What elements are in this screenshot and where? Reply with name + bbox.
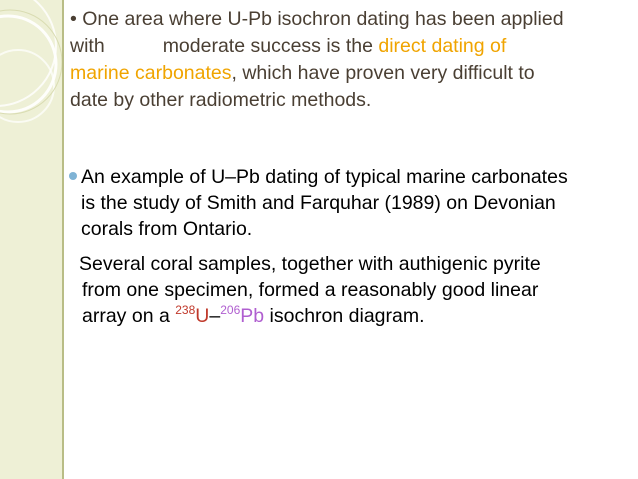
text-line-1: • One area where U-Pb isochron dating has been applied [70,8,564,30]
text-line-2: from one specimen, formed a reasonably good linear [82,279,539,301]
text-line-1: Several coral samples, together with authigenic pyrite [79,253,541,275]
text-line [70,87,630,114]
paragraph-example [81,164,631,242]
text-line [70,60,630,87]
text-line-3b: , which have proven very difficult to [231,62,535,84]
element-symbol-pb: Pb [240,305,265,327]
text-line-3: corals from Ontario. [81,218,253,240]
text-line-2b: moderate success is the [162,35,373,57]
text-fragment: isochron diagram. [264,305,425,327]
element-symbol-u: U [195,305,210,327]
text-line-1: An example of U–Pb dating of typical marine carbonates [81,166,568,188]
isotope-mass-pb: 206 [220,303,241,317]
decorative-circles-icon [0,0,70,479]
paragraph-u-pb-isochron [70,6,630,114]
dash: – [209,305,221,327]
text-line [70,33,630,60]
text-line-3 [79,303,629,329]
text-line-2a: with [70,35,105,57]
text-line-2: is the study of Smith and Farquhar (1989) on Devonian [81,192,556,214]
highlight-text: marine carbonates [70,62,232,84]
text-fragment: array on a [82,305,170,327]
text-line [70,6,630,33]
divider [62,0,64,479]
text-line-4: date by other radiometric methods. [70,89,372,111]
bullet-icon [68,171,78,181]
isotope-mass-u: 238 [175,303,196,317]
paragraph-coral-samples [79,251,629,329]
highlight-text: direct dating of [378,35,507,57]
